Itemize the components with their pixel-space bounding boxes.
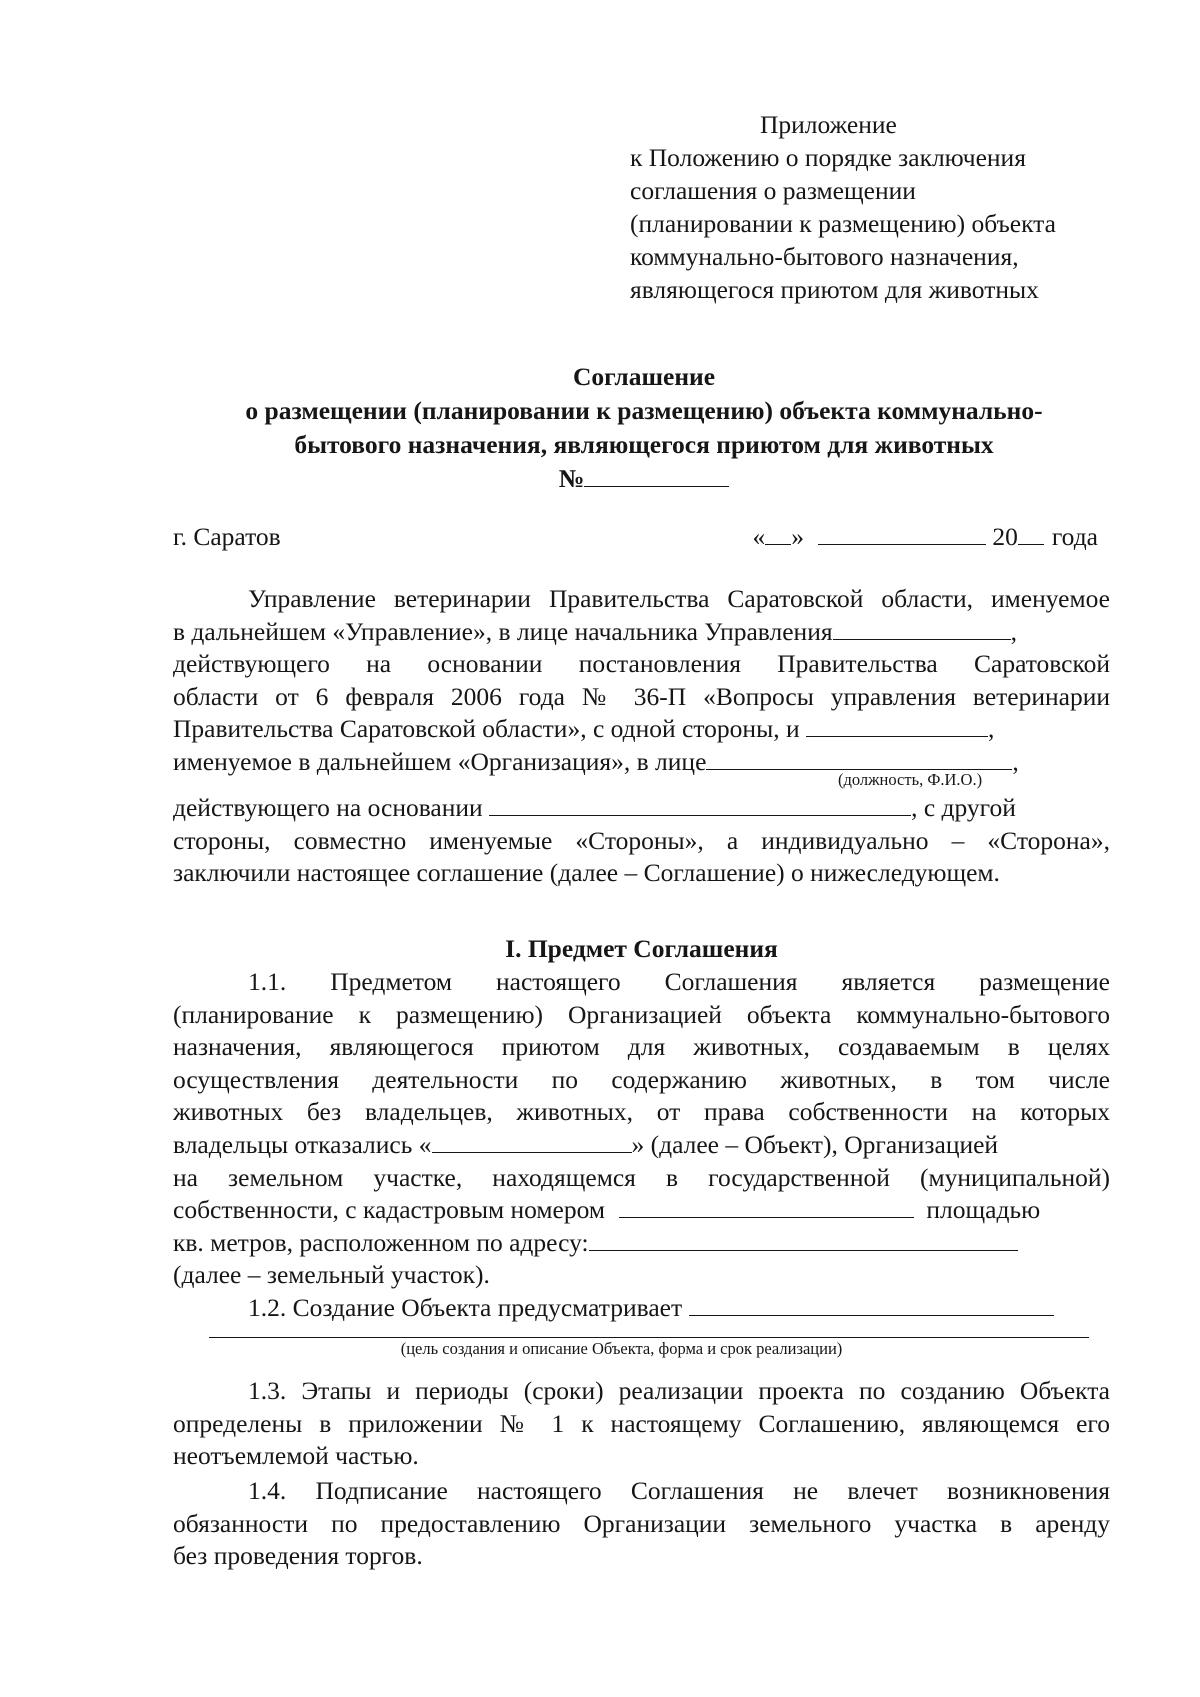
text-span: собственности, с кадастровым номером (173, 1195, 606, 1225)
section-title: I. Предмет Соглашения (505, 934, 778, 963)
text-line (173, 1227, 1110, 1260)
agreement-number (160, 462, 1128, 496)
text-line (173, 792, 1110, 825)
date-field (752, 522, 1098, 552)
text-span: именуемое в дальнейшем «Организация», в лице (173, 746, 707, 776)
text-line: неотъемлемой частью. (173, 1441, 419, 1471)
agreement-title-line: о размещении (планировании к размещению) объекта коммунально- (245, 396, 1043, 425)
place-date-row (173, 522, 1098, 556)
section-1-paragraphs (173, 966, 1110, 1362)
day-blank (765, 524, 791, 545)
text-line: 1.4. Подписание настоящего Соглашения не влечет возникновения (248, 1476, 1110, 1505)
annex-line: соглашения о размещении (630, 176, 916, 205)
text-line: обязанности по предоставлению Организации земельного участка в аренду (173, 1508, 1110, 1538)
text-span: в дальнейшем «Управление», в лице начальника Управления (173, 616, 833, 646)
year-blank (1018, 524, 1044, 545)
organization-blank (806, 716, 988, 737)
month-blank (818, 524, 986, 545)
text-line: на земельном участке, находящемся в государственной (муниципальной) (173, 1162, 1110, 1192)
year-suffix: года (1051, 522, 1098, 551)
text-span: владельцы отказались « (173, 1129, 432, 1159)
text-line: 1.3. Этапы и периоды (сроки) реализации проекта по созданию Объекта (248, 1376, 1110, 1405)
object-description-blank (689, 1295, 1054, 1316)
text-line: назначения, являющегося приютом для животных, создаваемым в целях (173, 1032, 1110, 1062)
organization-rep-blank (706, 749, 1012, 770)
annex-line: (планировании к размещению) объекта (630, 209, 1056, 238)
annex-line: к Положению о порядке заключения (630, 143, 1026, 172)
text-span: » (далее – Объект), Организацией (631, 1129, 999, 1159)
text-line: стороны, совместно именуемые «Стороны», а индивидуально – «Сторона», (173, 825, 1110, 855)
agreement-number-blank (584, 464, 729, 487)
city: г. Саратов (173, 522, 281, 551)
annex-title: Приложение (760, 110, 897, 139)
day-close-quote: » (791, 522, 804, 551)
text-line: 1.1. Предметом настоящего Соглашения является размещение (248, 967, 1110, 996)
year-prefix: 20 (992, 522, 1018, 551)
purpose-blank (432, 1132, 632, 1153)
text-span: кв. метров, расположенном по адресу: (173, 1227, 589, 1257)
text-line: животных без владельцев, животных, от права собственности на которых (173, 1097, 1110, 1127)
number-label: № (558, 464, 585, 493)
text-span: площадью (926, 1195, 1041, 1225)
text-line (173, 1129, 1110, 1162)
address-blank (589, 1230, 1018, 1251)
text-line: осуществления деятельности по содержанию животных, в том числе (173, 1064, 1110, 1094)
annex-header (630, 108, 1100, 306)
fio-hint: (должность, Ф.И.О.) (838, 769, 983, 789)
text-span: 1.2. Создание Объекта предусматривает (248, 1292, 683, 1322)
text-span: Правительства Саратовской области», с одной стороны, и (173, 714, 800, 744)
paragraph-1-3 (173, 1375, 1110, 1473)
day-open-quote: « (752, 522, 766, 551)
text-line: области от 6 февраля 2006 года № 36-П «Вопросы управления ветеринарии (173, 681, 1110, 711)
text-line: действующего на основании постановления Правительства Саратовской (173, 649, 1110, 679)
text-line: (далее – земельный участок). (173, 1260, 490, 1290)
text-line: определены в приложении № 1 к настоящему Соглашению, являющемся его (173, 1408, 1110, 1438)
paragraph-1-4 (173, 1475, 1110, 1573)
text-line: Управление ветеринарии Правительства Саратовской области, именуемое (248, 584, 1110, 613)
cadastral-number-blank (619, 1197, 914, 1218)
agreement-title-line: Соглашение (572, 362, 716, 391)
basis-blank (489, 795, 911, 816)
intro-paragraph (173, 583, 1110, 890)
text-line: (планирование к размещению) Организацией объекта коммунально-бытового (173, 999, 1110, 1029)
goal-hint: (цель создания и описание Объекта, форма и срок реализации) (400, 1338, 843, 1358)
object-description-rule (209, 1325, 1089, 1338)
text-line (173, 1292, 1110, 1325)
text-line: без проведения торгов. (173, 1541, 423, 1571)
annex-line: являющегося приютом для животных (630, 275, 1039, 304)
agreement-title-line: бытового назначения, являющегося приютом для животных (294, 430, 994, 459)
annex-line: коммунально-бытового назначения, (630, 242, 1019, 271)
text-line: именуемое в дальнейшем «Организация», в лице , (173, 746, 1019, 776)
text-line: заключили настоящее соглашение (далее – Соглашение) о нижеследующем. (173, 858, 1000, 888)
text-span: , с другой (911, 792, 1016, 822)
text-line: в дальнейшем «Управление», в лице начальника Управления , (173, 616, 1017, 646)
text-line (173, 1194, 1110, 1227)
agreement-title (160, 360, 1128, 496)
head-name-blank (833, 619, 1011, 640)
text-line: Правительства Саратовской области», с одной стороны, и , (173, 714, 995, 744)
text-span: действующего на основании (173, 792, 483, 822)
